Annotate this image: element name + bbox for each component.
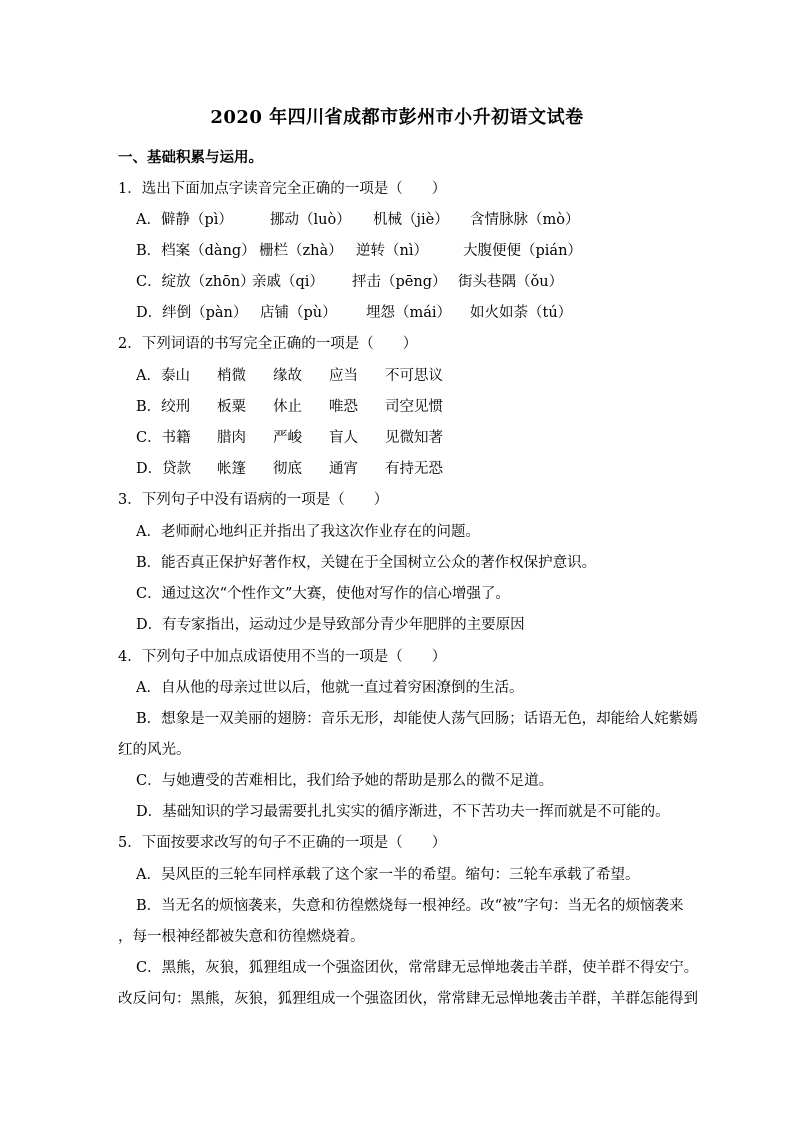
q1-option-c-word4: 街头巷隅（ǒu） (458, 274, 564, 290)
exam-title: 2020 年四川省成都市彭州市小升初语文试卷 (210, 107, 584, 128)
q2-option-d-word4: 通宵 (329, 461, 358, 477)
q5-option-b-line1: B．当无名的烦恼袭来，失意和彷徨燃烧每一根神经。改“被”字句：当无名的烦恼袭来 (136, 898, 684, 914)
q2-option-c-word1: C．书籍 (136, 430, 191, 446)
q1-option-d-word1: D．绊倒（pàn） (136, 305, 248, 321)
q5-option-b-line2: ，每一根神经都被失意和彷徨燃烧着。 (118, 929, 365, 945)
q1-option-a-word4: 含情脉脉（mò） (470, 212, 580, 228)
q2-option-d-word3: 彻底 (273, 461, 302, 477)
question-4-stem: 4．下列句子中加点成语使用不当的一项是（ ） (118, 649, 447, 665)
q4-option-d: D．基础知识的学习最需要扎扎实实的循序渐进，不下苦功夫一挥而就是不可能的。 (136, 804, 670, 820)
q2-option-c-word4: 盲人 (329, 430, 358, 446)
q2-option-d-word2: 帐篷 (217, 461, 246, 477)
q1-option-b-word3: 逆转（nì） (356, 243, 428, 259)
question-2-stem: 2．下列词语的书写完全正确的一项是（ ） (118, 336, 418, 352)
q1-option-d-word2: 店铺（pù） (260, 305, 337, 321)
q1-option-a-word2: 挪动（luò） (270, 212, 351, 228)
q1-option-c-word2: 亲戚（qi） (252, 274, 324, 290)
q1-option-c-word3: 抨击（pēng） (352, 274, 447, 290)
q3-option-d: D．有专家指出，运动过少是导致部分青少年肥胖的主要原因 (136, 617, 525, 633)
q2-option-c-word5: 见微知著 (385, 430, 443, 446)
q2-option-d-word5: 有持无恐 (385, 461, 443, 477)
q4-option-b-line1: B．想象是一双美丽的翅膀：音乐无形，却能使人荡气回肠；话语无色，却能给人姹紫嫣 (136, 711, 698, 727)
q1-option-a-word3: 机械（jiè） (373, 212, 449, 228)
q5-option-c-line2: 改反问句：黑熊，灰狼，狐狸组成一个强盗团伙，常常肆无忌惮地袭击羊群，羊群怎能得到 (118, 991, 698, 1007)
q5-option-a: A．吴风臣的三轮车同样承载了这个家一半的希望。缩句：三轮车承载了希望。 (136, 867, 640, 883)
q2-option-a-word3: 缘故 (273, 368, 302, 384)
q1-option-b-word4: 大腹便便（pián） (463, 243, 582, 259)
q3-option-a: A．老师耐心地纠正并指出了我这次作业存在的问题。 (136, 524, 480, 540)
q1-option-b-word2: 栅栏（zhà） (259, 243, 343, 259)
q2-option-a-word5: 不可思议 (385, 368, 443, 384)
q4-option-a: A．自从他的母亲过世以后，他就一直过着穷困潦倒的生活。 (136, 680, 524, 696)
q3-option-c: C．通过这次“个性作文”大赛，使他对写作的信心增强了。 (136, 586, 510, 602)
q2-option-b-word1: B．绞刑 (136, 399, 191, 415)
q5-option-c-line1: C．黑熊，灰狼，狐狸组成一个强盗团伙，常常肆无忌惮地袭击羊群，使羊群不得安宁。 (136, 960, 699, 976)
q2-option-a-word2: 梢微 (217, 368, 246, 384)
question-5-stem: 5．下面按要求改写的句子不正确的一项是（ ） (118, 835, 447, 851)
question-1-stem: 1．选出下面加点字读音完全正确的一项是（ ） (118, 181, 447, 197)
q2-option-c-word3: 严峻 (273, 430, 302, 446)
q4-option-b-line2: 红的风光。 (118, 742, 191, 758)
q2-option-d-word1: D．贷款 (136, 461, 192, 477)
q2-option-c-word2: 腊肉 (217, 430, 246, 446)
question-3-stem: 3．下列句子中没有语病的一项是（ ） (118, 492, 389, 508)
q4-option-c: C．与她遭受的苦难相比，我们给予她的帮助是那么的微不足道。 (136, 773, 554, 789)
q2-option-b-word4: 唯恐 (329, 399, 358, 415)
q2-option-a-word4: 应当 (329, 368, 358, 384)
q2-option-b-word2: 板粟 (217, 399, 246, 415)
q1-option-a-word1: A．僻静（pì） (136, 212, 233, 228)
q1-option-d-word3: 埋怨（mái） (366, 305, 452, 321)
q2-option-b-word5: 司空见惯 (385, 399, 443, 415)
q1-option-b-word1: B．档案（dàng） (136, 243, 256, 259)
q2-option-b-word3: 休止 (273, 399, 302, 415)
q1-option-d-word4: 如火如荼（tú） (470, 305, 573, 321)
q1-option-c-word1: C．绽放（zhōn） (136, 274, 255, 290)
q2-option-a-word1: A．泰山 (136, 368, 190, 384)
section-heading: 一、基础积累与运用。 (118, 149, 263, 166)
q3-option-b: B．能否真正保护好著作权，关键在于全国树立公众的著作权保护意识。 (136, 555, 597, 571)
